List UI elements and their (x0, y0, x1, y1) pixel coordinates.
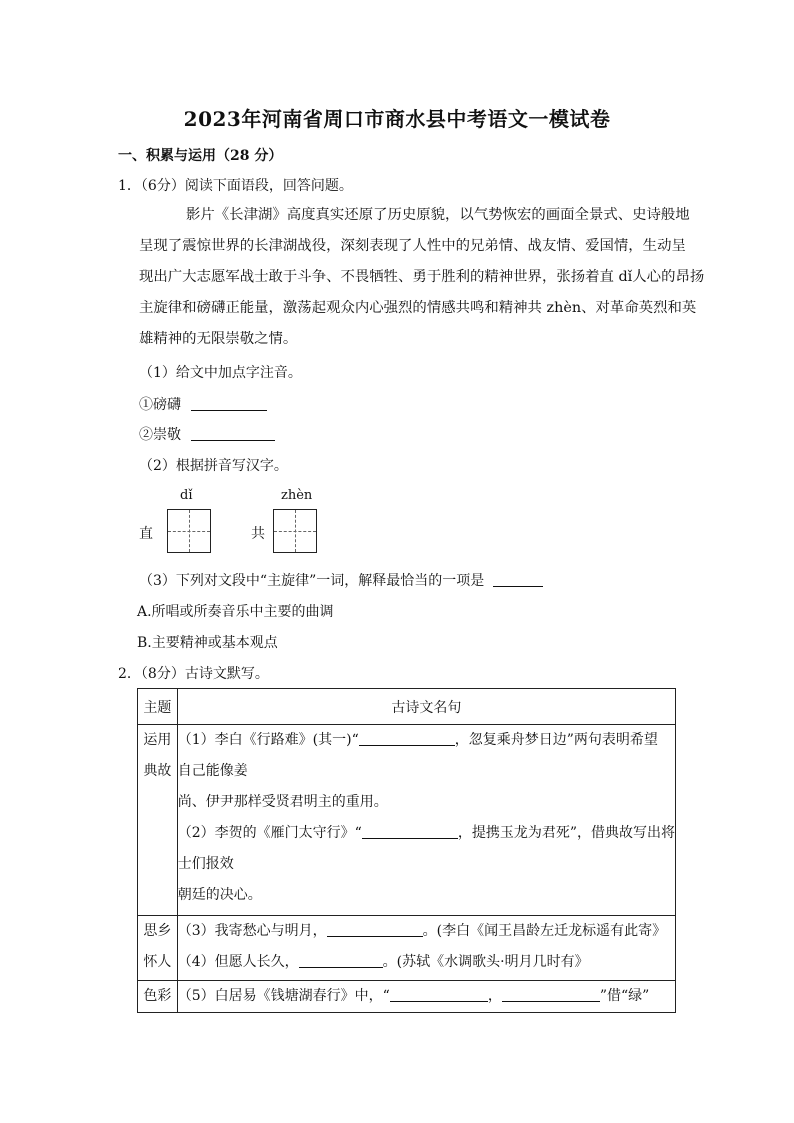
poem-line: 士们报效 (177, 856, 234, 872)
sub-question-1: （1）给文中加点字注音。 (139, 365, 302, 381)
sub-question-3-text: （3）下列对文段中“主旋律”一词，解释最恰当的一项是 (139, 573, 485, 589)
section-heading: 一、积累与运用（28 分） (118, 148, 283, 164)
pinyin-item-2 (139, 425, 275, 445)
writing-box-1[interactable] (167, 509, 211, 553)
sub-question-2: （2）根据拼音写汉字。 (139, 458, 288, 474)
poem-line: 朝廷的决心。 (177, 887, 262, 903)
option-a: A.所唱或所奏音乐中主要的曲调 (137, 604, 334, 620)
content-cell (177, 916, 675, 981)
pinyin-item-2-label: ②崇敬 (139, 427, 181, 443)
theme-text: 运用 (143, 732, 172, 748)
sub-question-3 (139, 571, 543, 591)
theme-text: 思乡 (143, 923, 172, 939)
table-row (138, 725, 676, 916)
table-header-row (138, 689, 676, 725)
poem-table (137, 688, 676, 1013)
theme-cell (138, 981, 178, 1013)
writing-box-2[interactable] (273, 509, 317, 553)
question-1-heading: 1．（6分）阅读下面语段，回答问题。 (118, 178, 353, 194)
poem-blank-3[interactable] (327, 922, 423, 937)
exam-title: 2023年河南省周口市商水县中考语文一模试卷 (183, 107, 611, 131)
poem-blank-1[interactable] (359, 731, 455, 746)
poem-line: （3）我寄愁心与明月， 。(李白《闻王昌龄左迁龙标遥有此寄》 (177, 923, 667, 939)
passage-line-2: 呈现了震惊世界的长津湖战役，深刻表现了人性中的兄弟情、战友情、爱国情，生动呈 (139, 238, 686, 254)
table-row (138, 981, 676, 1013)
theme-text: 典故 (143, 763, 172, 779)
theme-cell (138, 725, 178, 916)
poem-line: （5）白居易《钱塘湖春行》中，“ ， ”借“绿” (177, 988, 650, 1004)
pinyin-item-1 (139, 395, 267, 415)
table-row (138, 916, 676, 981)
poem-line: 尚、伊尹那样受贤君明主的重用。 (177, 794, 388, 810)
passage-line-1: 影片《长津湖》高度真实还原了历史原貌，以气势恢宏的画面全景式、史诗般地 (186, 207, 690, 223)
answer-blank-2[interactable] (191, 426, 275, 441)
answer-blank-3[interactable] (493, 572, 543, 587)
poem-blank-2[interactable] (362, 824, 458, 839)
theme-text: 怀人 (143, 954, 172, 970)
passage-line-5: 雄精神的无限崇敬之情。 (139, 331, 298, 347)
poem-blank-6[interactable] (502, 987, 600, 1002)
content-cell (177, 981, 675, 1013)
header-theme: 主题 (138, 689, 178, 725)
header-content: 古诗文名句 (177, 689, 675, 725)
option-b: B.主要精神或基本观点 (137, 635, 278, 651)
poem-line: （2）李贺的《雁门太守行》“ ，提携玉龙为君死”，借典故写出将 (177, 825, 675, 841)
question-2-heading: 2．（8分）古诗文默写。 (118, 666, 269, 682)
answer-blank-1[interactable] (191, 396, 267, 411)
pinyin-di: dǐ (180, 488, 193, 503)
content-cell (177, 725, 675, 916)
char-gong: 共 (251, 526, 265, 542)
passage-line-4: 主旋律和磅礴正能量，激荡起观众内心强烈的情感共鸣和精神共 zhèn、对革命英烈和英 (139, 300, 697, 316)
passage-line-3: 现出广大志愿军战士敢于斗争、不畏牺牲、勇于胜利的精神世界，张扬着直 dǐ人心的昂扬 (139, 269, 705, 285)
theme-cell (138, 916, 178, 981)
poem-line: （1）李白《行路难》(其一)“ ，忽复乘舟梦日边”两句表明希望 (177, 732, 658, 748)
theme-text: 色彩 (143, 988, 172, 1004)
poem-blank-5[interactable] (390, 987, 488, 1002)
pinyin-zhen: zhèn (281, 488, 313, 503)
poem-blank-4[interactable] (299, 953, 383, 968)
char-zhi: 直 (139, 526, 153, 542)
poem-line: 自己能像姜 (177, 763, 248, 779)
poem-line: （4）但愿人长久， 。(苏轼《水调歌头·明月几时有》 (177, 954, 589, 970)
pinyin-item-1-label: ①磅礴 (139, 397, 181, 413)
